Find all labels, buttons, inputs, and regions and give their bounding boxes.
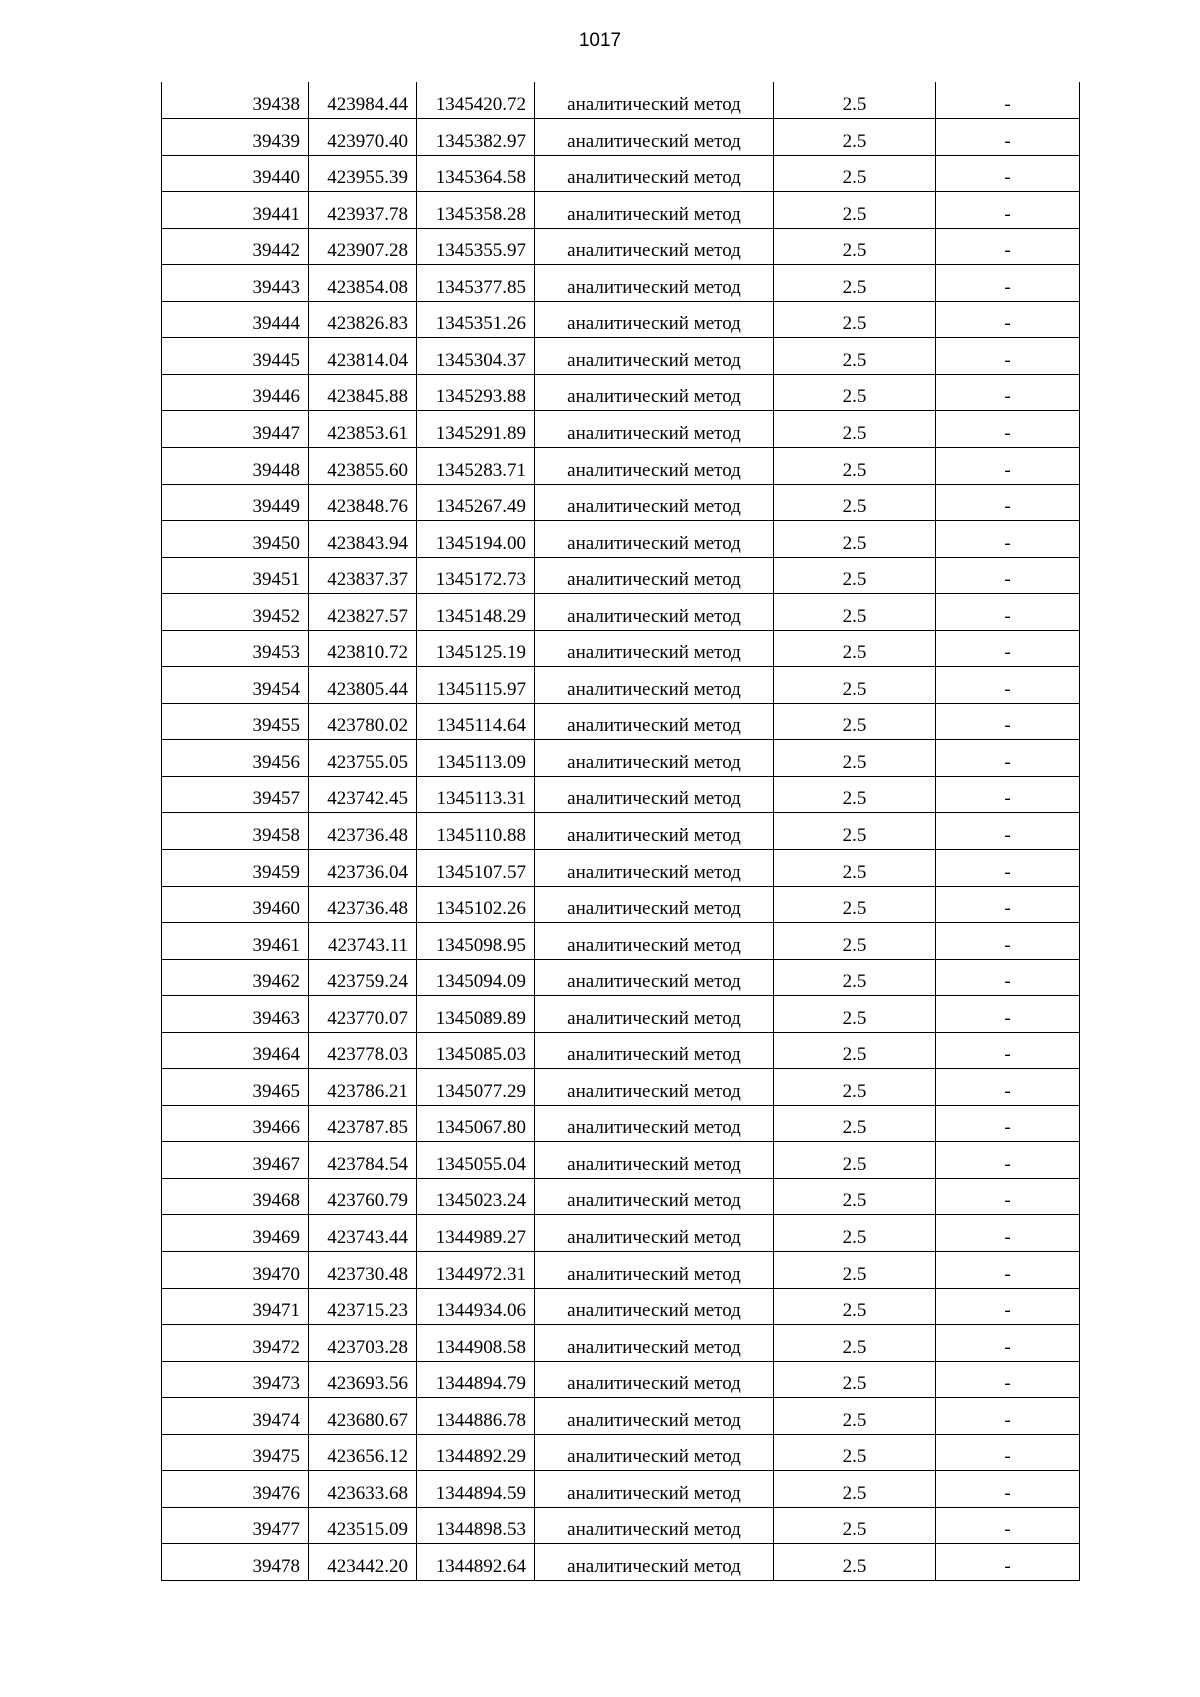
point-number-cell: 39443 bbox=[162, 265, 309, 302]
accuracy-cell: 2.5 bbox=[774, 411, 936, 448]
y-coordinate-cell: 1345358.28 bbox=[417, 192, 535, 229]
x-coordinate-cell: 423984.44 bbox=[309, 82, 417, 119]
note-cell: - bbox=[936, 1288, 1080, 1325]
x-coordinate-cell: 423855.60 bbox=[309, 447, 417, 484]
accuracy-cell: 2.5 bbox=[774, 1069, 936, 1106]
y-coordinate-cell: 1345364.58 bbox=[417, 155, 535, 192]
x-coordinate-cell: 423845.88 bbox=[309, 374, 417, 411]
point-number-cell: 39449 bbox=[162, 484, 309, 521]
point-number-cell: 39447 bbox=[162, 411, 309, 448]
accuracy-cell: 2.5 bbox=[774, 776, 936, 813]
method-cell: аналитический метод bbox=[535, 1032, 774, 1069]
note-cell: - bbox=[936, 374, 1080, 411]
note-cell: - bbox=[936, 703, 1080, 740]
accuracy-cell: 2.5 bbox=[774, 338, 936, 375]
y-coordinate-cell: 1345355.97 bbox=[417, 228, 535, 265]
x-coordinate-cell: 423826.83 bbox=[309, 301, 417, 338]
x-coordinate-cell: 423805.44 bbox=[309, 667, 417, 704]
table-row bbox=[162, 776, 1080, 813]
table-row bbox=[162, 594, 1080, 631]
point-number-cell: 39440 bbox=[162, 155, 309, 192]
note-cell: - bbox=[936, 923, 1080, 960]
note-cell: - bbox=[936, 1361, 1080, 1398]
table-row bbox=[162, 119, 1080, 156]
coordinates-table bbox=[161, 82, 1080, 1581]
method-cell: аналитический метод bbox=[535, 1471, 774, 1508]
table-row bbox=[162, 1105, 1080, 1142]
method-cell: аналитический метод bbox=[535, 996, 774, 1033]
accuracy-cell: 2.5 bbox=[774, 1032, 936, 1069]
method-cell: аналитический метод bbox=[535, 411, 774, 448]
point-number-cell: 39476 bbox=[162, 1471, 309, 1508]
method-cell: аналитический метод bbox=[535, 1178, 774, 1215]
note-cell: - bbox=[936, 594, 1080, 631]
y-coordinate-cell: 1345089.89 bbox=[417, 996, 535, 1033]
accuracy-cell: 2.5 bbox=[774, 265, 936, 302]
method-cell: аналитический метод bbox=[535, 1361, 774, 1398]
x-coordinate-cell: 423759.24 bbox=[309, 959, 417, 996]
method-cell: аналитический метод bbox=[535, 667, 774, 704]
accuracy-cell: 2.5 bbox=[774, 849, 936, 886]
y-coordinate-cell: 1345115.97 bbox=[417, 667, 535, 704]
table-row bbox=[162, 155, 1080, 192]
point-number-cell: 39452 bbox=[162, 594, 309, 631]
note-cell: - bbox=[936, 776, 1080, 813]
note-cell: - bbox=[936, 521, 1080, 558]
point-number-cell: 39446 bbox=[162, 374, 309, 411]
method-cell: аналитический метод bbox=[535, 594, 774, 631]
accuracy-cell: 2.5 bbox=[774, 557, 936, 594]
y-coordinate-cell: 1344989.27 bbox=[417, 1215, 535, 1252]
accuracy-cell: 2.5 bbox=[774, 1325, 936, 1362]
accuracy-cell: 2.5 bbox=[774, 228, 936, 265]
note-cell: - bbox=[936, 959, 1080, 996]
accuracy-cell: 2.5 bbox=[774, 82, 936, 119]
point-number-cell: 39458 bbox=[162, 813, 309, 850]
x-coordinate-cell: 423442.20 bbox=[309, 1544, 417, 1581]
note-cell: - bbox=[936, 1105, 1080, 1142]
accuracy-cell: 2.5 bbox=[774, 740, 936, 777]
accuracy-cell: 2.5 bbox=[774, 119, 936, 156]
y-coordinate-cell: 1344886.78 bbox=[417, 1398, 535, 1435]
table-row bbox=[162, 1032, 1080, 1069]
y-coordinate-cell: 1345055.04 bbox=[417, 1142, 535, 1179]
table-row bbox=[162, 630, 1080, 667]
table-row bbox=[162, 996, 1080, 1033]
accuracy-cell: 2.5 bbox=[774, 1471, 936, 1508]
y-coordinate-cell: 1345094.09 bbox=[417, 959, 535, 996]
accuracy-cell: 2.5 bbox=[774, 1142, 936, 1179]
point-number-cell: 39448 bbox=[162, 447, 309, 484]
y-coordinate-cell: 1344908.58 bbox=[417, 1325, 535, 1362]
method-cell: аналитический метод bbox=[535, 1105, 774, 1142]
accuracy-cell: 2.5 bbox=[774, 192, 936, 229]
table-row bbox=[162, 557, 1080, 594]
point-number-cell: 39454 bbox=[162, 667, 309, 704]
table-row bbox=[162, 192, 1080, 229]
x-coordinate-cell: 423853.61 bbox=[309, 411, 417, 448]
x-coordinate-cell: 423760.79 bbox=[309, 1178, 417, 1215]
accuracy-cell: 2.5 bbox=[774, 521, 936, 558]
note-cell: - bbox=[936, 740, 1080, 777]
accuracy-cell: 2.5 bbox=[774, 1105, 936, 1142]
x-coordinate-cell: 423703.28 bbox=[309, 1325, 417, 1362]
method-cell: аналитический метод bbox=[535, 813, 774, 850]
point-number-cell: 39441 bbox=[162, 192, 309, 229]
table-row bbox=[162, 849, 1080, 886]
note-cell: - bbox=[936, 1325, 1080, 1362]
point-number-cell: 39477 bbox=[162, 1507, 309, 1544]
y-coordinate-cell: 1345113.09 bbox=[417, 740, 535, 777]
table-row bbox=[162, 703, 1080, 740]
note-cell: - bbox=[936, 1178, 1080, 1215]
method-cell: аналитический метод bbox=[535, 374, 774, 411]
method-cell: аналитический метод bbox=[535, 703, 774, 740]
note-cell: - bbox=[936, 1215, 1080, 1252]
method-cell: аналитический метод bbox=[535, 192, 774, 229]
y-coordinate-cell: 1344892.29 bbox=[417, 1434, 535, 1471]
x-coordinate-cell: 423955.39 bbox=[309, 155, 417, 192]
table-row bbox=[162, 1288, 1080, 1325]
y-coordinate-cell: 1345085.03 bbox=[417, 1032, 535, 1069]
y-coordinate-cell: 1345293.88 bbox=[417, 374, 535, 411]
note-cell: - bbox=[936, 447, 1080, 484]
note-cell: - bbox=[936, 301, 1080, 338]
x-coordinate-cell: 423742.45 bbox=[309, 776, 417, 813]
point-number-cell: 39462 bbox=[162, 959, 309, 996]
method-cell: аналитический метод bbox=[535, 740, 774, 777]
y-coordinate-cell: 1345077.29 bbox=[417, 1069, 535, 1106]
accuracy-cell: 2.5 bbox=[774, 959, 936, 996]
y-coordinate-cell: 1345023.24 bbox=[417, 1178, 535, 1215]
table-row bbox=[162, 959, 1080, 996]
accuracy-cell: 2.5 bbox=[774, 594, 936, 631]
y-coordinate-cell: 1344972.31 bbox=[417, 1252, 535, 1289]
table-row bbox=[162, 1507, 1080, 1544]
x-coordinate-cell: 423656.12 bbox=[309, 1434, 417, 1471]
point-number-cell: 39475 bbox=[162, 1434, 309, 1471]
x-coordinate-cell: 423814.04 bbox=[309, 338, 417, 375]
x-coordinate-cell: 423633.68 bbox=[309, 1471, 417, 1508]
method-cell: аналитический метод bbox=[535, 1215, 774, 1252]
table-row bbox=[162, 1069, 1080, 1106]
x-coordinate-cell: 423680.67 bbox=[309, 1398, 417, 1435]
method-cell: аналитический метод bbox=[535, 82, 774, 119]
table-row bbox=[162, 923, 1080, 960]
point-number-cell: 39461 bbox=[162, 923, 309, 960]
table-row bbox=[162, 1398, 1080, 1435]
point-number-cell: 39444 bbox=[162, 301, 309, 338]
y-coordinate-cell: 1345172.73 bbox=[417, 557, 535, 594]
x-coordinate-cell: 423837.37 bbox=[309, 557, 417, 594]
note-cell: - bbox=[936, 813, 1080, 850]
y-coordinate-cell: 1345351.26 bbox=[417, 301, 535, 338]
y-coordinate-cell: 1345304.37 bbox=[417, 338, 535, 375]
table-row bbox=[162, 1215, 1080, 1252]
table-row bbox=[162, 301, 1080, 338]
method-cell: аналитический метод bbox=[535, 1544, 774, 1581]
method-cell: аналитический метод bbox=[535, 228, 774, 265]
note-cell: - bbox=[936, 849, 1080, 886]
y-coordinate-cell: 1345420.72 bbox=[417, 82, 535, 119]
note-cell: - bbox=[936, 1032, 1080, 1069]
x-coordinate-cell: 423770.07 bbox=[309, 996, 417, 1033]
y-coordinate-cell: 1345114.64 bbox=[417, 703, 535, 740]
note-cell: - bbox=[936, 265, 1080, 302]
accuracy-cell: 2.5 bbox=[774, 996, 936, 1033]
accuracy-cell: 2.5 bbox=[774, 1215, 936, 1252]
accuracy-cell: 2.5 bbox=[774, 667, 936, 704]
method-cell: аналитический метод bbox=[535, 338, 774, 375]
y-coordinate-cell: 1345102.26 bbox=[417, 886, 535, 923]
y-coordinate-cell: 1344898.53 bbox=[417, 1507, 535, 1544]
y-coordinate-cell: 1344934.06 bbox=[417, 1288, 535, 1325]
x-coordinate-cell: 423755.05 bbox=[309, 740, 417, 777]
x-coordinate-cell: 423736.48 bbox=[309, 886, 417, 923]
table-row bbox=[162, 1471, 1080, 1508]
point-number-cell: 39455 bbox=[162, 703, 309, 740]
x-coordinate-cell: 423515.09 bbox=[309, 1507, 417, 1544]
table-row bbox=[162, 1252, 1080, 1289]
point-number-cell: 39445 bbox=[162, 338, 309, 375]
note-cell: - bbox=[936, 1544, 1080, 1581]
note-cell: - bbox=[936, 557, 1080, 594]
method-cell: аналитический метод bbox=[535, 1434, 774, 1471]
accuracy-cell: 2.5 bbox=[774, 1434, 936, 1471]
note-cell: - bbox=[936, 1069, 1080, 1106]
table-row bbox=[162, 1178, 1080, 1215]
table-row bbox=[162, 338, 1080, 375]
accuracy-cell: 2.5 bbox=[774, 155, 936, 192]
y-coordinate-cell: 1345113.31 bbox=[417, 776, 535, 813]
table-row bbox=[162, 447, 1080, 484]
method-cell: аналитический метод bbox=[535, 776, 774, 813]
accuracy-cell: 2.5 bbox=[774, 484, 936, 521]
x-coordinate-cell: 423743.11 bbox=[309, 923, 417, 960]
method-cell: аналитический метод bbox=[535, 155, 774, 192]
accuracy-cell: 2.5 bbox=[774, 630, 936, 667]
method-cell: аналитический метод bbox=[535, 1069, 774, 1106]
note-cell: - bbox=[936, 82, 1080, 119]
method-cell: аналитический метод bbox=[535, 959, 774, 996]
y-coordinate-cell: 1345283.71 bbox=[417, 447, 535, 484]
method-cell: аналитический метод bbox=[535, 849, 774, 886]
x-coordinate-cell: 423854.08 bbox=[309, 265, 417, 302]
x-coordinate-cell: 423970.40 bbox=[309, 119, 417, 156]
note-cell: - bbox=[936, 886, 1080, 923]
point-number-cell: 39438 bbox=[162, 82, 309, 119]
x-coordinate-cell: 423780.02 bbox=[309, 703, 417, 740]
accuracy-cell: 2.5 bbox=[774, 1178, 936, 1215]
accuracy-cell: 2.5 bbox=[774, 1544, 936, 1581]
method-cell: аналитический метод bbox=[535, 484, 774, 521]
table-row bbox=[162, 82, 1080, 119]
table-row bbox=[162, 265, 1080, 302]
table-row bbox=[162, 484, 1080, 521]
method-cell: аналитический метод bbox=[535, 301, 774, 338]
coordinates-table-body bbox=[162, 82, 1080, 1580]
accuracy-cell: 2.5 bbox=[774, 1288, 936, 1325]
point-number-cell: 39450 bbox=[162, 521, 309, 558]
note-cell: - bbox=[936, 1507, 1080, 1544]
accuracy-cell: 2.5 bbox=[774, 1361, 936, 1398]
point-number-cell: 39470 bbox=[162, 1252, 309, 1289]
y-coordinate-cell: 1345110.88 bbox=[417, 813, 535, 850]
table-row bbox=[162, 886, 1080, 923]
table-row bbox=[162, 521, 1080, 558]
accuracy-cell: 2.5 bbox=[774, 703, 936, 740]
accuracy-cell: 2.5 bbox=[774, 1507, 936, 1544]
x-coordinate-cell: 423784.54 bbox=[309, 1142, 417, 1179]
y-coordinate-cell: 1344894.59 bbox=[417, 1471, 535, 1508]
point-number-cell: 39469 bbox=[162, 1215, 309, 1252]
x-coordinate-cell: 423778.03 bbox=[309, 1032, 417, 1069]
y-coordinate-cell: 1345194.00 bbox=[417, 521, 535, 558]
table-row bbox=[162, 1325, 1080, 1362]
method-cell: аналитический метод bbox=[535, 1288, 774, 1325]
point-number-cell: 39442 bbox=[162, 228, 309, 265]
y-coordinate-cell: 1345382.97 bbox=[417, 119, 535, 156]
y-coordinate-cell: 1345067.80 bbox=[417, 1105, 535, 1142]
method-cell: аналитический метод bbox=[535, 521, 774, 558]
accuracy-cell: 2.5 bbox=[774, 1252, 936, 1289]
table-row bbox=[162, 374, 1080, 411]
point-number-cell: 39439 bbox=[162, 119, 309, 156]
point-number-cell: 39466 bbox=[162, 1105, 309, 1142]
method-cell: аналитический метод bbox=[535, 557, 774, 594]
table-row bbox=[162, 667, 1080, 704]
table-row bbox=[162, 1361, 1080, 1398]
x-coordinate-cell: 423693.56 bbox=[309, 1361, 417, 1398]
x-coordinate-cell: 423715.23 bbox=[309, 1288, 417, 1325]
table-row bbox=[162, 740, 1080, 777]
table-row bbox=[162, 411, 1080, 448]
note-cell: - bbox=[936, 338, 1080, 375]
note-cell: - bbox=[936, 1434, 1080, 1471]
method-cell: аналитический метод bbox=[535, 265, 774, 302]
x-coordinate-cell: 423730.48 bbox=[309, 1252, 417, 1289]
accuracy-cell: 2.5 bbox=[774, 886, 936, 923]
accuracy-cell: 2.5 bbox=[774, 813, 936, 850]
point-number-cell: 39471 bbox=[162, 1288, 309, 1325]
accuracy-cell: 2.5 bbox=[774, 301, 936, 338]
x-coordinate-cell: 423907.28 bbox=[309, 228, 417, 265]
point-number-cell: 39457 bbox=[162, 776, 309, 813]
accuracy-cell: 2.5 bbox=[774, 1398, 936, 1435]
accuracy-cell: 2.5 bbox=[774, 374, 936, 411]
y-coordinate-cell: 1345098.95 bbox=[417, 923, 535, 960]
method-cell: аналитический метод bbox=[535, 630, 774, 667]
accuracy-cell: 2.5 bbox=[774, 923, 936, 960]
y-coordinate-cell: 1345267.49 bbox=[417, 484, 535, 521]
y-coordinate-cell: 1345125.19 bbox=[417, 630, 535, 667]
y-coordinate-cell: 1344892.64 bbox=[417, 1544, 535, 1581]
table-row bbox=[162, 813, 1080, 850]
note-cell: - bbox=[936, 996, 1080, 1033]
x-coordinate-cell: 423736.04 bbox=[309, 849, 417, 886]
note-cell: - bbox=[936, 1471, 1080, 1508]
point-number-cell: 39474 bbox=[162, 1398, 309, 1435]
point-number-cell: 39464 bbox=[162, 1032, 309, 1069]
method-cell: аналитический метод bbox=[535, 1142, 774, 1179]
x-coordinate-cell: 423743.44 bbox=[309, 1215, 417, 1252]
x-coordinate-cell: 423843.94 bbox=[309, 521, 417, 558]
y-coordinate-cell: 1345148.29 bbox=[417, 594, 535, 631]
method-cell: аналитический метод bbox=[535, 1252, 774, 1289]
table-row bbox=[162, 1434, 1080, 1471]
accuracy-cell: 2.5 bbox=[774, 447, 936, 484]
note-cell: - bbox=[936, 484, 1080, 521]
note-cell: - bbox=[936, 228, 1080, 265]
y-coordinate-cell: 1345377.85 bbox=[417, 265, 535, 302]
y-coordinate-cell: 1345291.89 bbox=[417, 411, 535, 448]
point-number-cell: 39472 bbox=[162, 1325, 309, 1362]
point-number-cell: 39456 bbox=[162, 740, 309, 777]
note-cell: - bbox=[936, 119, 1080, 156]
note-cell: - bbox=[936, 1398, 1080, 1435]
point-number-cell: 39451 bbox=[162, 557, 309, 594]
point-number-cell: 39465 bbox=[162, 1069, 309, 1106]
point-number-cell: 39453 bbox=[162, 630, 309, 667]
y-coordinate-cell: 1345107.57 bbox=[417, 849, 535, 886]
x-coordinate-cell: 423787.85 bbox=[309, 1105, 417, 1142]
point-number-cell: 39467 bbox=[162, 1142, 309, 1179]
x-coordinate-cell: 423786.21 bbox=[309, 1069, 417, 1106]
point-number-cell: 39463 bbox=[162, 996, 309, 1033]
method-cell: аналитический метод bbox=[535, 886, 774, 923]
note-cell: - bbox=[936, 630, 1080, 667]
x-coordinate-cell: 423848.76 bbox=[309, 484, 417, 521]
point-number-cell: 39459 bbox=[162, 849, 309, 886]
method-cell: аналитический метод bbox=[535, 923, 774, 960]
point-number-cell: 39478 bbox=[162, 1544, 309, 1581]
x-coordinate-cell: 423827.57 bbox=[309, 594, 417, 631]
x-coordinate-cell: 423736.48 bbox=[309, 813, 417, 850]
note-cell: - bbox=[936, 667, 1080, 704]
point-number-cell: 39468 bbox=[162, 1178, 309, 1215]
method-cell: аналитический метод bbox=[535, 1398, 774, 1435]
method-cell: аналитический метод bbox=[535, 447, 774, 484]
note-cell: - bbox=[936, 411, 1080, 448]
method-cell: аналитический метод bbox=[535, 1507, 774, 1544]
note-cell: - bbox=[936, 1252, 1080, 1289]
x-coordinate-cell: 423937.78 bbox=[309, 192, 417, 229]
method-cell: аналитический метод bbox=[535, 1325, 774, 1362]
x-coordinate-cell: 423810.72 bbox=[309, 630, 417, 667]
note-cell: - bbox=[936, 155, 1080, 192]
note-cell: - bbox=[936, 192, 1080, 229]
method-cell: аналитический метод bbox=[535, 119, 774, 156]
page-number: 1017 bbox=[578, 30, 622, 51]
table-row bbox=[162, 228, 1080, 265]
point-number-cell: 39473 bbox=[162, 1361, 309, 1398]
point-number-cell: 39460 bbox=[162, 886, 309, 923]
y-coordinate-cell: 1344894.79 bbox=[417, 1361, 535, 1398]
table-row bbox=[162, 1544, 1080, 1581]
note-cell: - bbox=[936, 1142, 1080, 1179]
table-row bbox=[162, 1142, 1080, 1179]
